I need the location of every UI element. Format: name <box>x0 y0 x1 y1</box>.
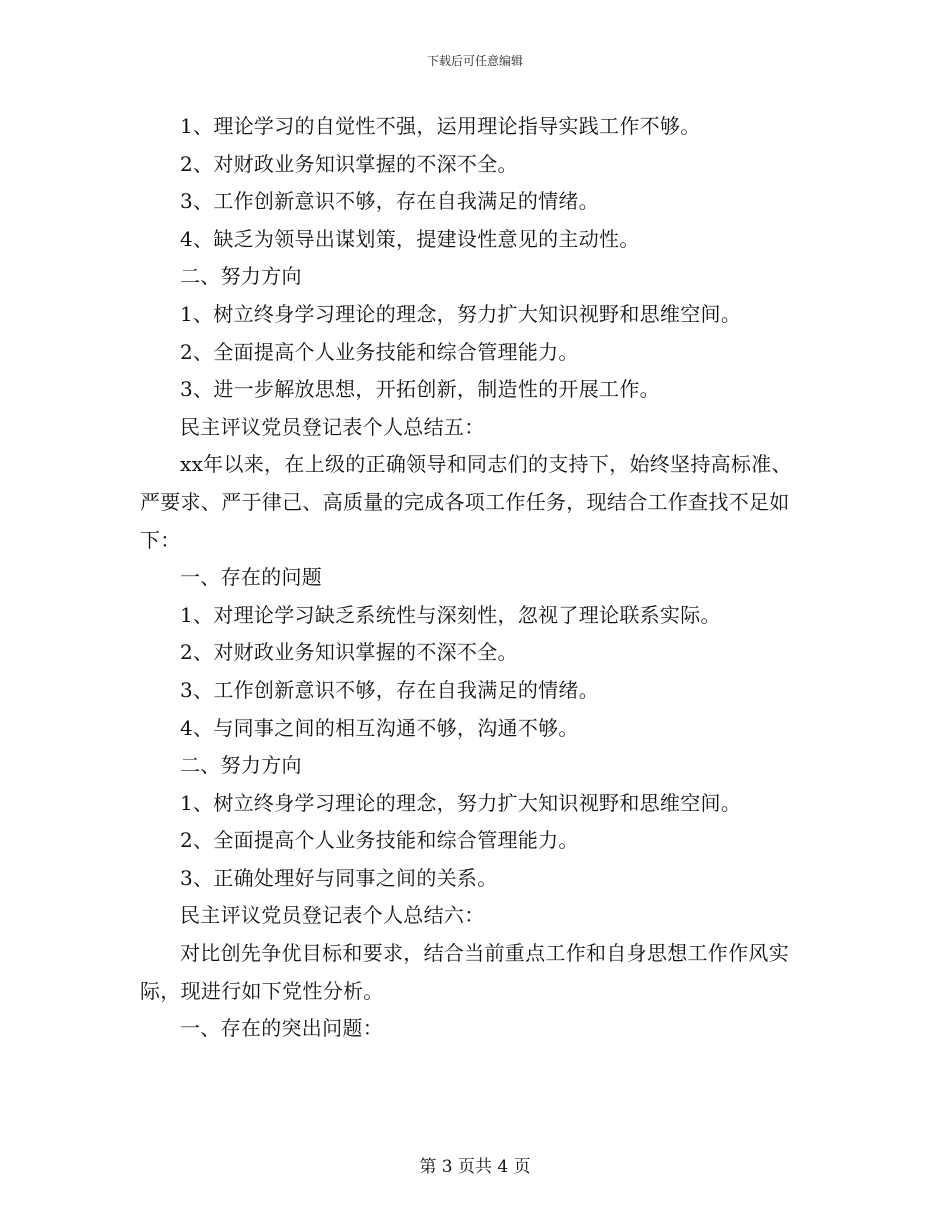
paragraph: 3、正确处理好与同事之间的关系。 <box>180 865 498 890</box>
section-heading: 一、存在的问题 <box>180 565 323 590</box>
paragraph: 2、全面提高个人业务技能和综合管理能力。 <box>180 339 579 364</box>
paragraph: 2、对财政业务知识掌握的不深不全。 <box>180 151 518 176</box>
summary-title: 民主评议党员登记表个人总结五： <box>180 414 485 439</box>
paragraph: 3、工作创新意识不够，存在自我满足的情绪。 <box>180 677 600 702</box>
section-heading: 二、努力方向 <box>180 753 302 778</box>
page-header: 下载后可任意编辑 <box>426 54 523 68</box>
paragraph: 1、树立终身学习理论的理念，努力扩大知识视野和思维空间。 <box>180 790 742 815</box>
page-footer: 第 3 页共 4 页 <box>419 1157 531 1177</box>
section-heading: 二、努力方向 <box>180 264 302 289</box>
paragraph: 3、工作创新意识不够，存在自我满足的情绪。 <box>180 189 600 214</box>
paragraph: 1、树立终身学习理论的理念，努力扩大知识视野和思维空间。 <box>180 301 742 326</box>
paragraph: 2、对财政业务知识掌握的不深不全。 <box>180 640 518 665</box>
document-body <box>140 108 810 1048</box>
paragraph: 4、缺乏为领导出谋划策，提建设性意见的主动性。 <box>180 226 640 251</box>
paragraph: 3、进一步解放思想，开拓创新，制造性的开展工作。 <box>180 377 660 402</box>
paragraph: 1、理论学习的自觉性不强，运用理论指导实践工作不够。 <box>180 114 701 138</box>
paragraph: 4、与同事之间的相互沟通不够，沟通不够。 <box>180 715 579 740</box>
paragraph: xx年以来，在上级的正确领导和同志们的支持下，始终坚持高标准、严要求、严于律己、高质量的完成各项工作任务，现结合工作查找不足如下： <box>140 452 792 552</box>
paragraph: 对比创先争优目标和要求，结合当前重点工作和自身思想工作作风实际，现进行如下党性分析。 <box>140 941 789 1003</box>
section-heading: 一、存在的突出问题： <box>180 1016 383 1041</box>
paragraph: 2、全面提高个人业务技能和综合管理能力。 <box>180 828 579 853</box>
paragraph: 1、对理论学习缺乏系统性与深刻性，忽视了理论联系实际。 <box>180 602 721 627</box>
summary-title: 民主评议党员登记表个人总结六： <box>180 903 485 928</box>
